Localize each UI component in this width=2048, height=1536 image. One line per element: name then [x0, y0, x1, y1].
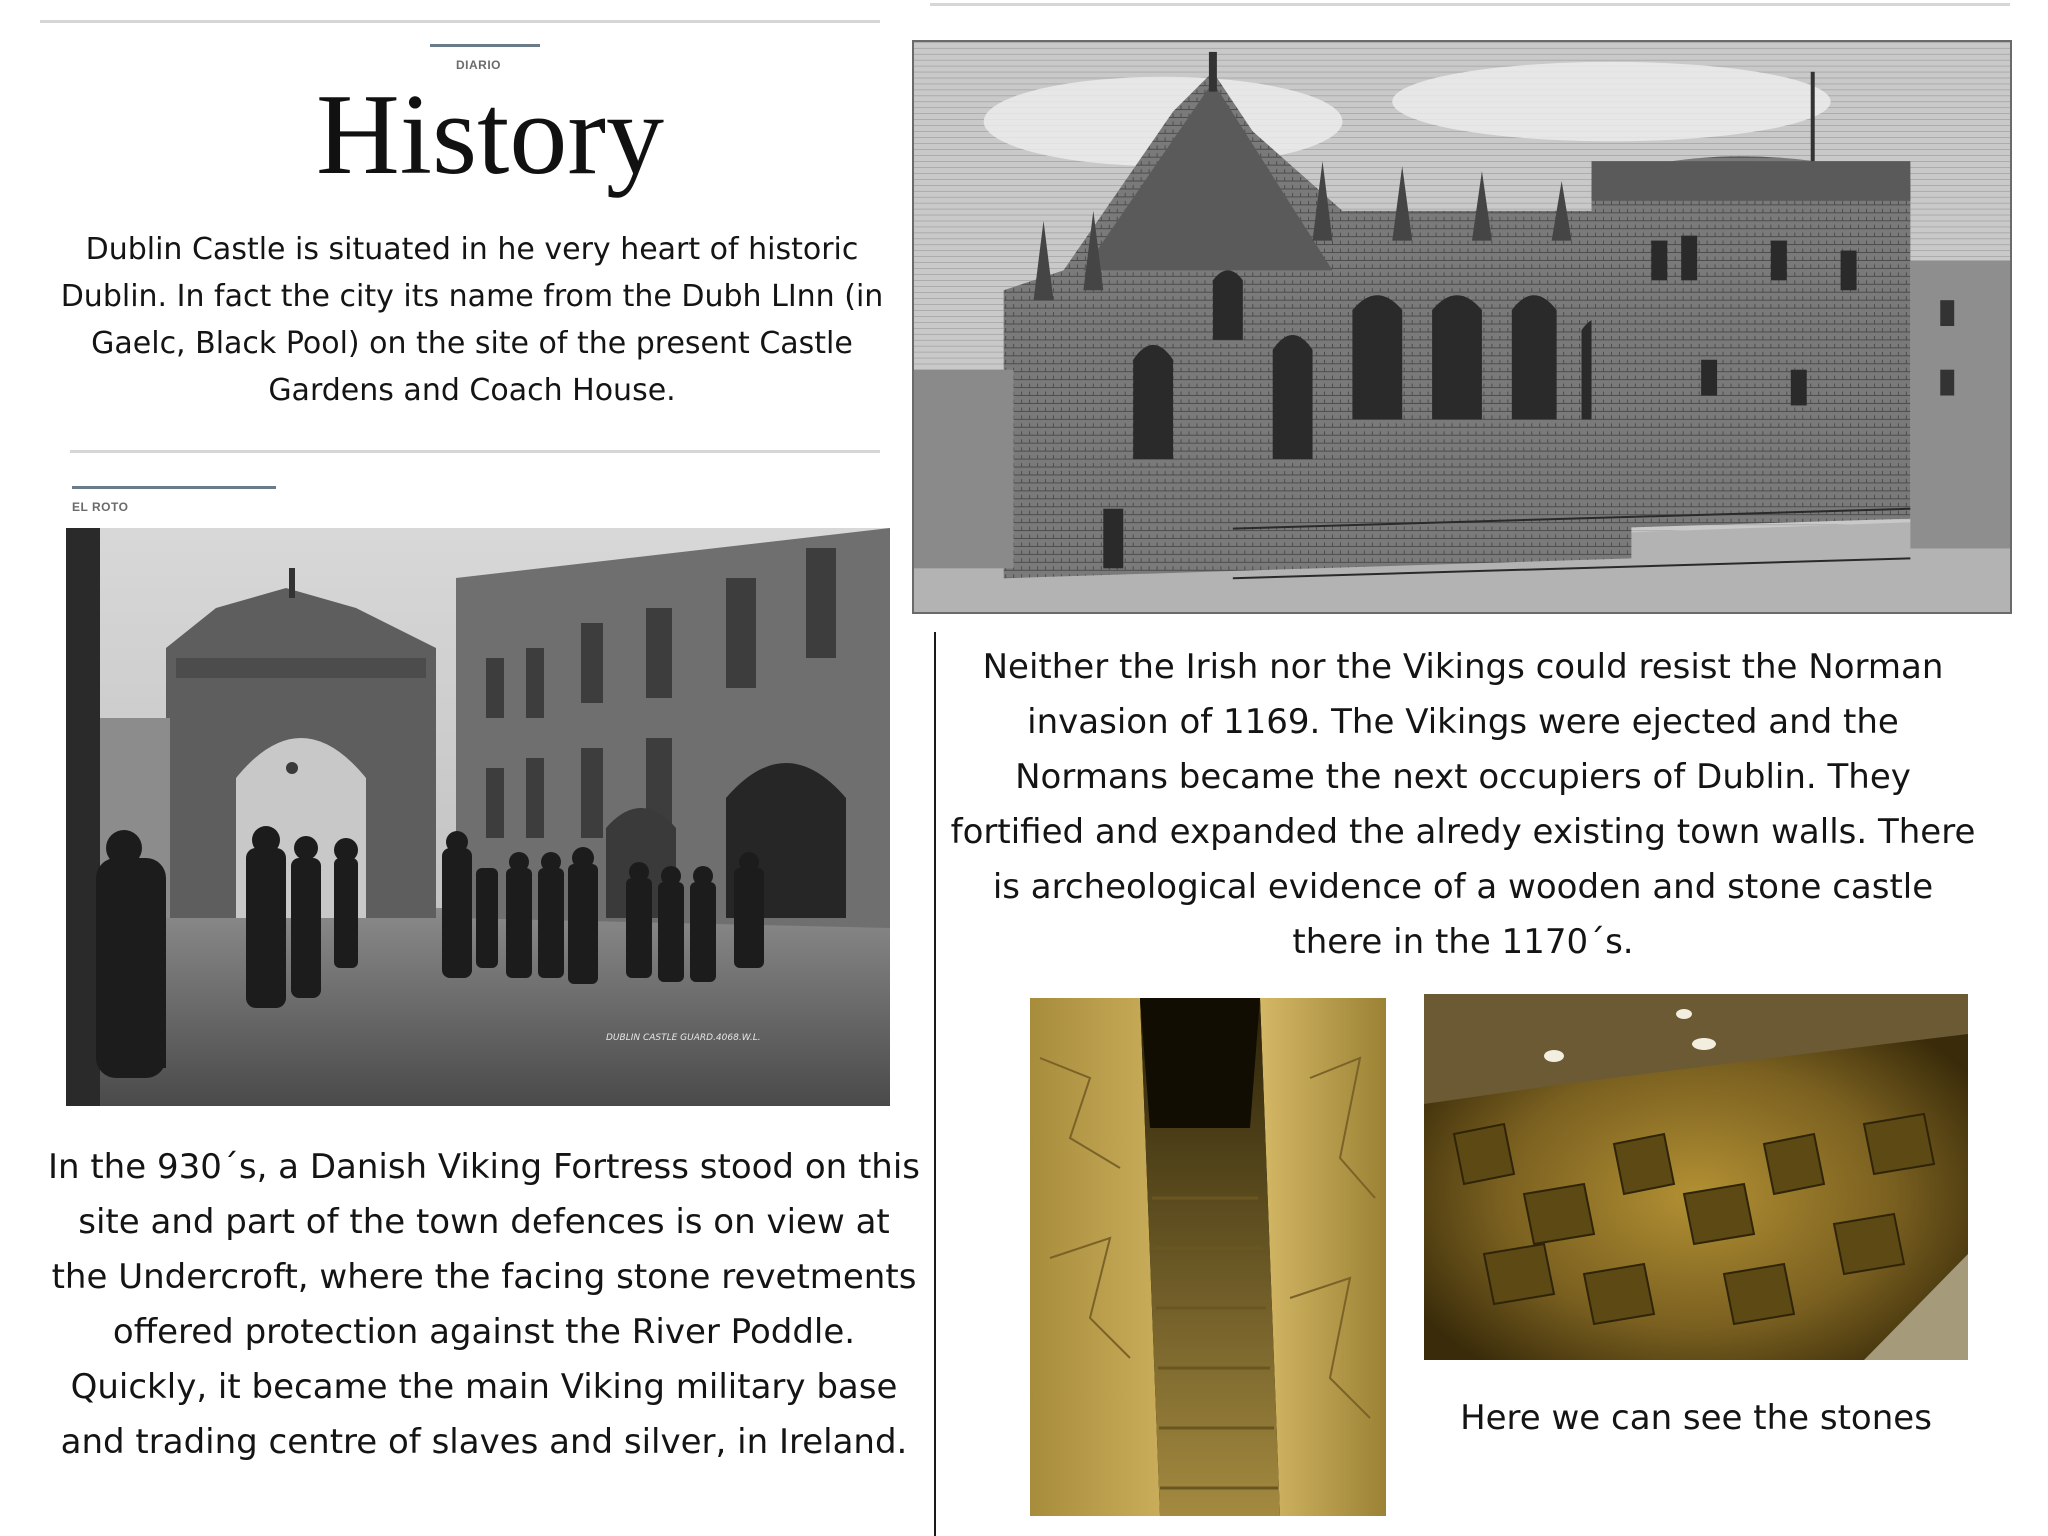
norman-paragraph: Neither the Irish nor the Vikings could resist the Norman invasion of 1169. The Vikings were ejected and the Normans became the next occupiers of Dublin. They fortified and expanded the alredy existing town walls. There is archeological evidence of a wooden and stone castle there in the 1170´s. [950, 647, 1976, 962]
stones-excavation-photo [1424, 994, 1968, 1360]
stones-caption: Here we can see the stones [1460, 1398, 1932, 1438]
section-label: DIARIO [456, 58, 501, 72]
intro-paragraph: Dublin Castle is situated in he very heart of historic Dublin. In fact the city its name from the Dubh LInn (in Gaelc, Black Pool) on the site of the present Castle Gardens and Coach House. [60, 232, 884, 408]
page-title: History [316, 71, 664, 199]
mid-rule-left [70, 450, 880, 453]
photo-label-rule [72, 486, 276, 489]
viking-paragraph: In the 930´s, a Danish Viking Fortress stood on this site and part of the town defences is on view at the Undercroft, where the facing stone revetments offered protection against the River Poddle. Quickly, it became the main Viking military base and trading centre of slaves and silver, in Ireland. [47, 1147, 921, 1462]
undercroft-stairs-photo [1030, 998, 1386, 1516]
top-rule-right [930, 3, 2010, 6]
castle-guard-photo [66, 528, 890, 1106]
photo-label: EL ROTO [72, 500, 129, 514]
castle-engraving [912, 40, 2012, 614]
column-divider [934, 632, 936, 1536]
photo-caption: DUBLIN CASTLE GUARD.4068.W.L. [606, 1033, 761, 1043]
section-label-rule [430, 44, 540, 47]
top-rule-left [40, 20, 880, 23]
